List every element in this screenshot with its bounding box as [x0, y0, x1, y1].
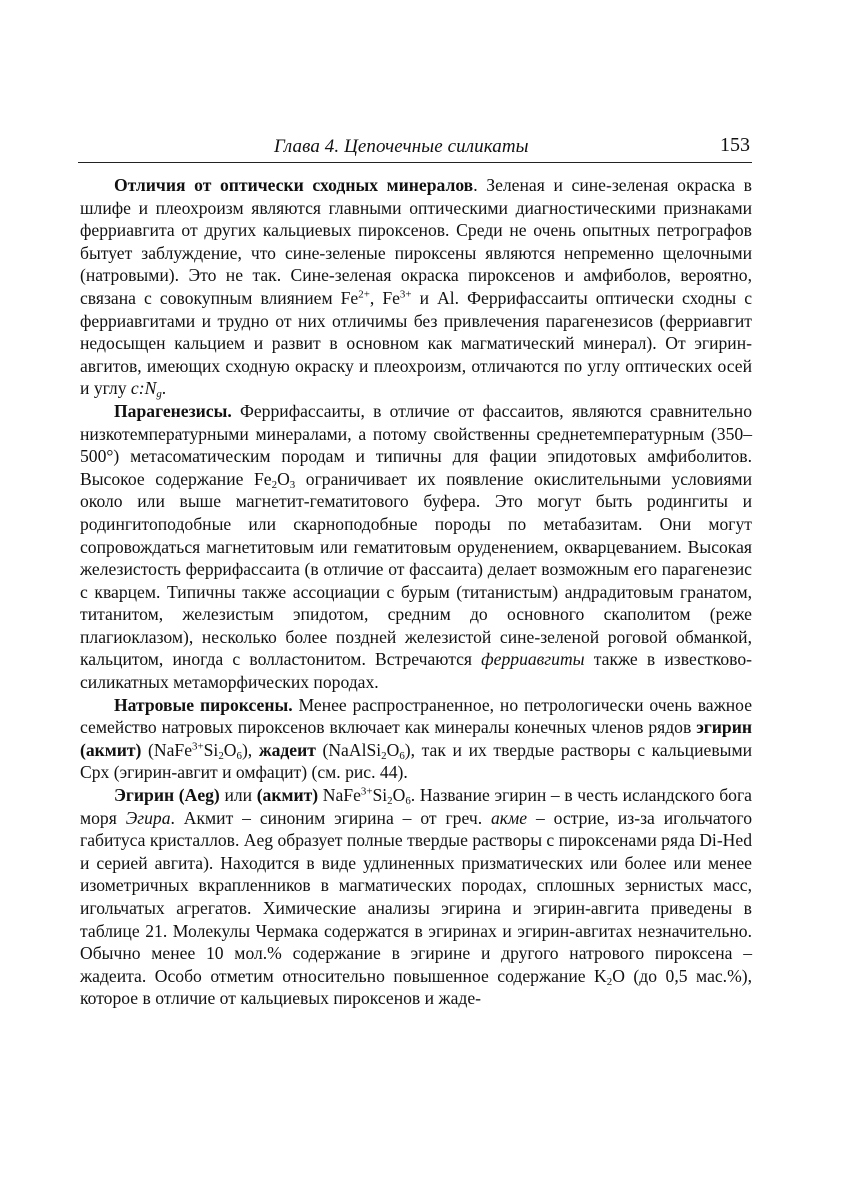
text-run: Феррифассаиты, в отличие от фассаитов, являются сравнительно низкотемпературными минералами, а потому свойственны среднетемпературным (350–500°) метасоматическим породам и типичны для фации эпидотовых амфиболитов. Высокое содержание Fe [80, 400, 752, 489]
supscript: 3+ [399, 288, 412, 301]
supscript: 2+ [358, 288, 370, 301]
italic-term: Эгира [125, 807, 171, 828]
supscript: 3+ [360, 785, 373, 798]
subscript: 2 [606, 975, 613, 988]
text-run: O (до 0,5 мас.%), которое в отличие от кальциевых пироксенов и жаде- [80, 965, 752, 1009]
text-run: . Название эгирин – в честь исландского бога моря [80, 785, 752, 828]
text-run: ), [241, 739, 259, 760]
page-number: 153 [720, 134, 750, 156]
bold-term: эгирин (акмит) [80, 717, 752, 760]
subscript: 6 [405, 795, 411, 808]
bold-term: Натровые пироксены. [114, 694, 293, 715]
italic-term: ферриавгиты [481, 649, 585, 670]
text-run: (NaFe [141, 739, 193, 760]
paragraph-parageneses [80, 400, 752, 694]
text-run: NaFe [318, 785, 361, 806]
bold-term: (акмит) [256, 785, 319, 806]
text-run: и Al. Феррифассаиты оптически сходны с ферриавгитами и трудно от них отличимы без привлечения парагенезисов (ферриавгит недосыщен кальцием и развит в основном как магматический минерал). От эгирин-авгитов, имеющих сходную окраску и плеохроизм, отличаются по углу оптических осей и углу [80, 287, 753, 399]
text-run: Si [203, 739, 219, 760]
text-run: Si [372, 785, 388, 806]
body-text [80, 174, 752, 1010]
bold-term: Отличия от оптически сходных минералов [114, 175, 474, 195]
subscript: 6 [399, 749, 405, 762]
text-run: O [386, 739, 400, 760]
text-run: также в известково-силикатных метаморфических породах. [80, 649, 752, 693]
supscript: 3+ [192, 740, 204, 753]
bold-term: Эгирин (Aeg) [114, 785, 220, 806]
bold-term: жадеит [258, 739, 316, 760]
paragraph-aegirine [80, 784, 752, 1010]
paragraph-sodium-pyroxenes [80, 694, 752, 784]
text-run: или [219, 785, 257, 806]
subscript: 2 [218, 749, 224, 762]
text-run: O [223, 739, 237, 760]
text-run: , Fe [369, 287, 400, 308]
bold-term: Парагенезисы. [114, 400, 232, 421]
text-run: . Акмит – синоним эгирина – от греч. [170, 807, 491, 828]
text-run: (NaAlSi [315, 739, 382, 760]
running-header [78, 134, 752, 163]
subscript: 6 [236, 749, 242, 762]
subscript: 2 [387, 795, 393, 808]
text-run: . [161, 378, 167, 399]
text-run: ограничивает их появление окислительными условиями около или выше магнетит-гематитового буфера. Это могут быть родингиты и родингитоподобные или скарноподобные породы по метабазитам. Они могут сопровождаться магнетитовым или гематитовым оруденением, окварцеванием. Высокая железистость феррифассаита (в отличие от фассаита) делает возможным его парагенезис с кварцем. Типичны также ассоциации с бурым (титанистым) андрадитовым гранатом, титанитом, железистым эпидотом, средним до основного скаполитом (реже плагиоклазом), несколько более поздней железистой сине-зеленой роговой обманкой, кальцитом, иногда с волластонитом. Встречаются [80, 468, 752, 670]
running-title: Глава 4. Цепочечные силикаты [274, 136, 529, 157]
subscript: 2 [381, 749, 387, 762]
italic-term: g [156, 388, 162, 401]
text-run: ), так и их твердые растворы с кальциевыми Cpx (эгирин-авгит и омфацит) (см. рис. 44). [80, 739, 752, 783]
text-run: – острие, из-за игольчатого габитуса кристаллов. Aeg образует полные твердые растворы с пироксенами ряда Di-Hed и серией авгита). Находится в виде удлиненных призматических или более или менее изометричных вкрапленников в магматических породах, сплошных зернистых масс, игольчатых агрегатов. Химические анализы эгирина и эгирин-авгита приведены в таблице 21. Молекулы Чермака содержатся в эгиринах и эгирин-авгитах незначительно. Обычно менее 10 мол.% содержание в эгирине и другого натрового пироксена – жадеита. Особо отметим относительно повышенное содержание K [80, 807, 753, 986]
paragraph-optical-distinctions [80, 174, 752, 400]
italic-term: акме [490, 807, 528, 828]
text-run: O [392, 785, 406, 806]
subscript: 3 [289, 478, 296, 491]
subscript: 2 [271, 478, 278, 491]
text-run: O [277, 468, 290, 489]
italic-term: c:N [130, 378, 157, 399]
text-run: Менее распространенное, но петрологически очень важное семейство натровых пироксенов включает как минералы конечных членов рядов [80, 694, 752, 738]
text-run: . Зеленая и сине-зеленая окраска в шлифе и плеохроизм являются главными оптическими диагностическими признаками ферриавгита от других кальциевых пироксенов. Среди не очень опытных петрографов бытует заблуждение, что сине-зеленые пироксены являются непременно щелочными (натровыми). Это не так. Сине-зеленая окраска пироксенов и амфиболов, вероятно, связана с совокупным влиянием Fe [80, 175, 752, 308]
